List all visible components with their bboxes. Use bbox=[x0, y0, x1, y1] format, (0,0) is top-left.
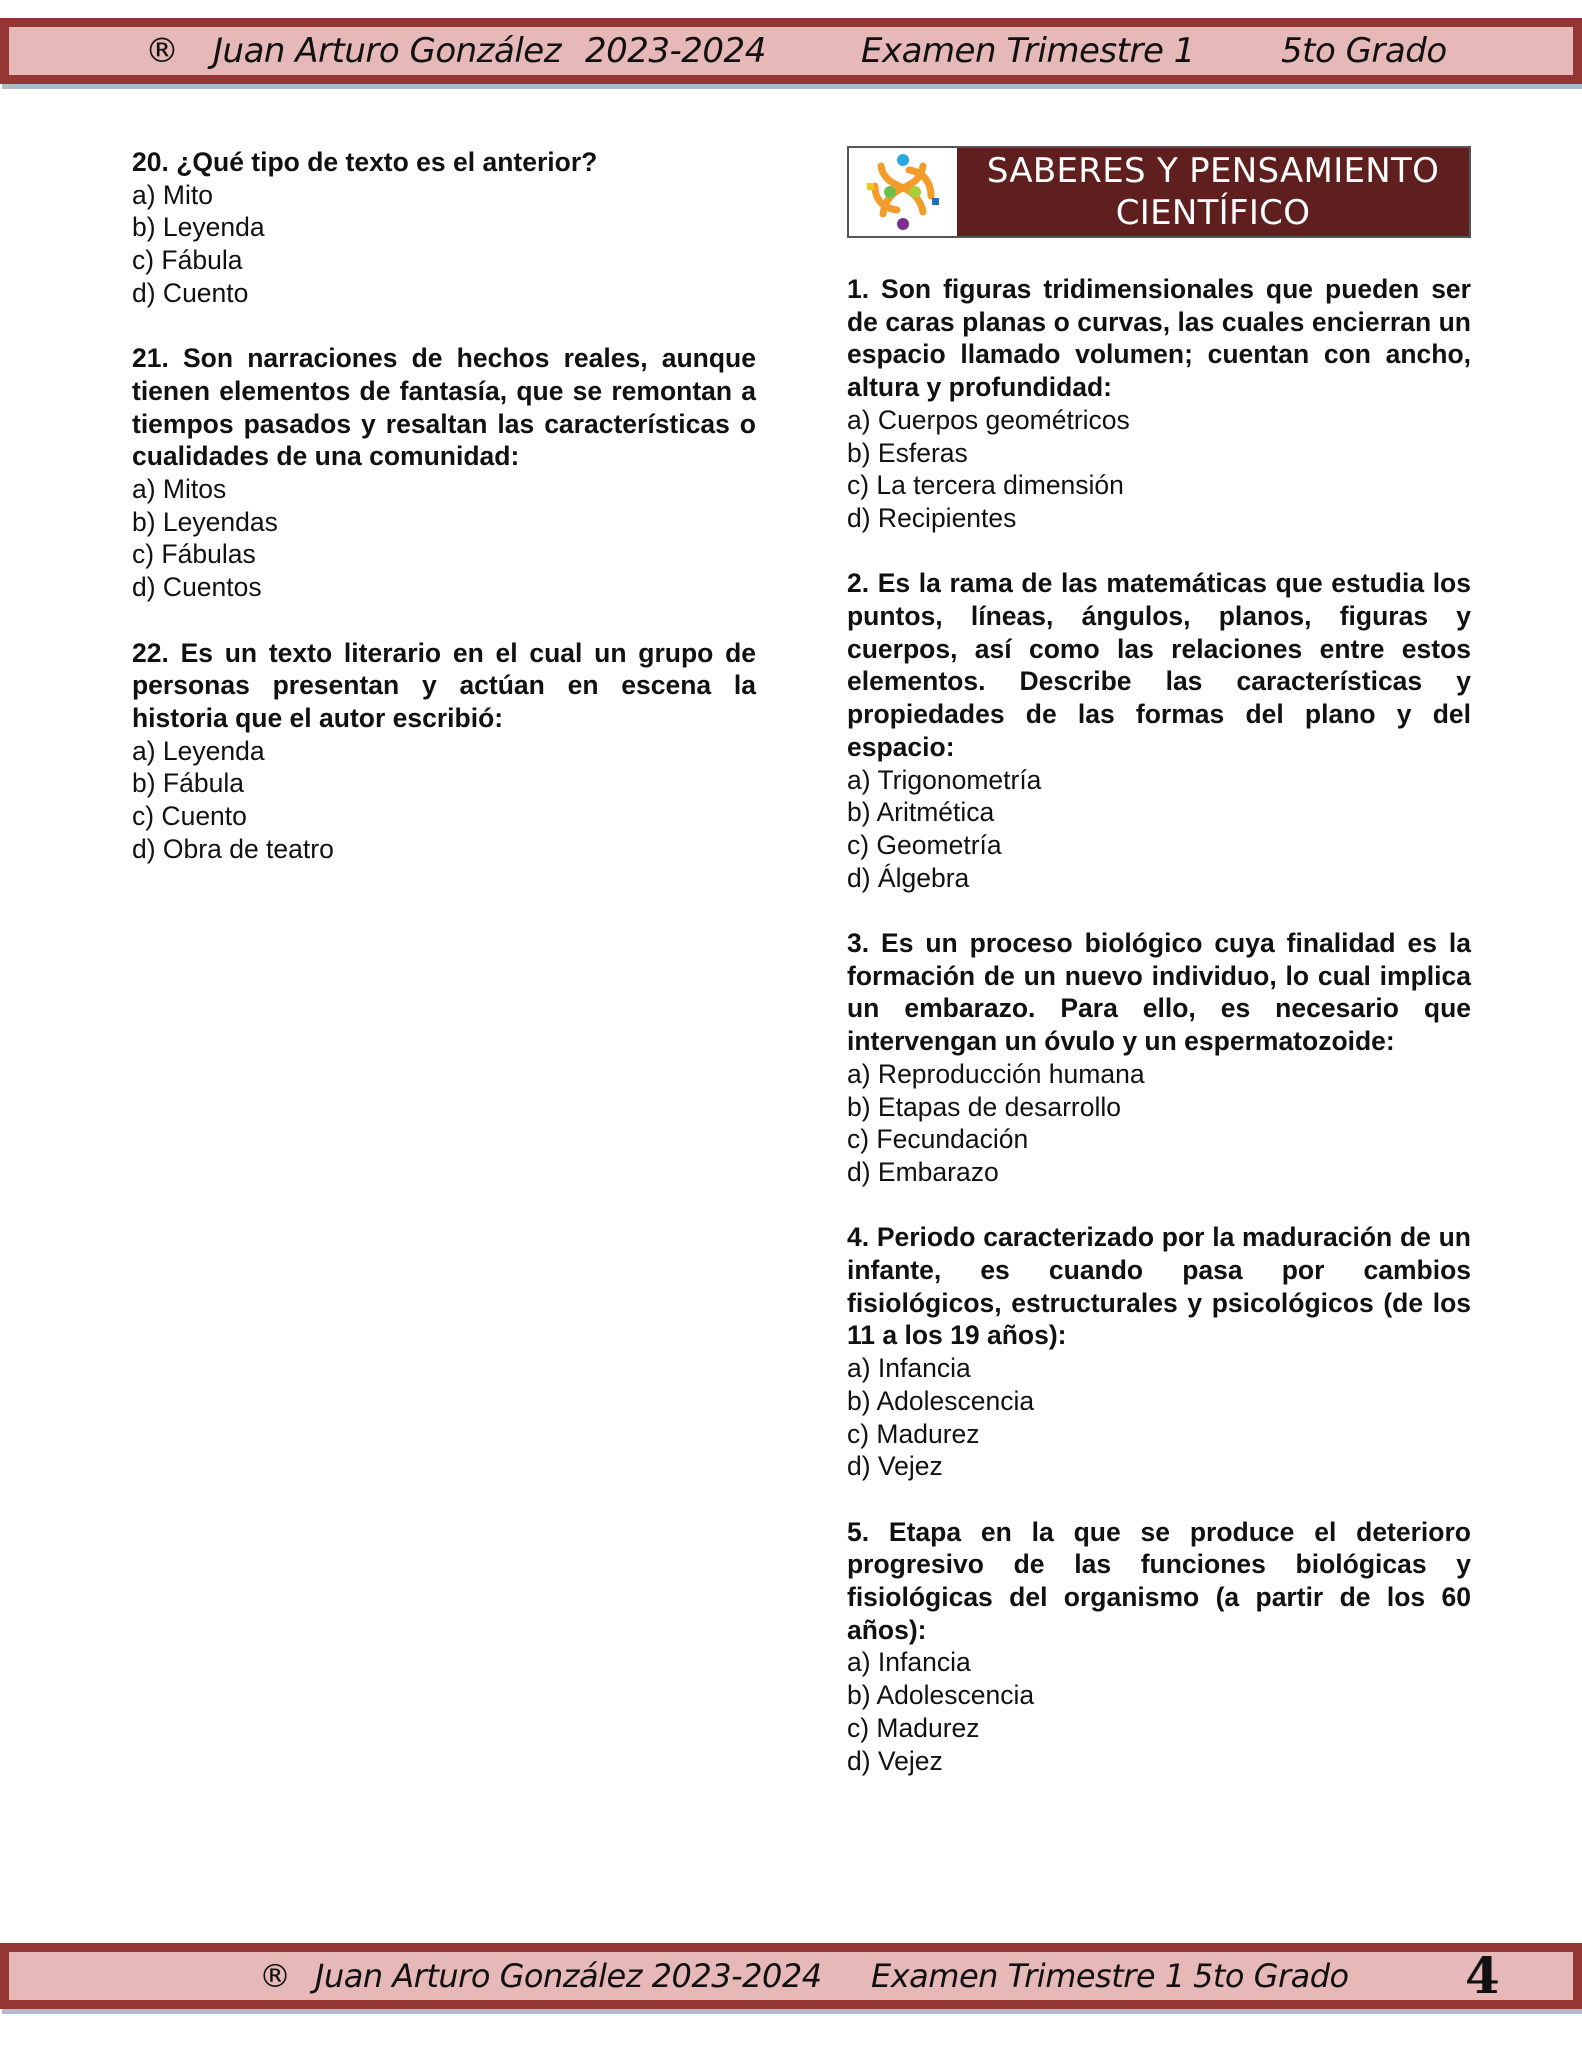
question-4 bbox=[847, 1221, 1471, 1483]
question-text: 1. Son figuras tridimensionales que pueden ser de caras planas o curvas, las cuales encierran un espacio llamado volumen; cuentan con ancho, altura y profundidad: bbox=[847, 274, 1471, 403]
header-exam: Examen Trimestre 1 bbox=[861, 31, 1195, 71]
header-school-year: 2023-2024 bbox=[585, 31, 766, 71]
footer-grade: 5to Grado bbox=[1193, 1957, 1349, 1995]
section-title-line1: SABERES Y PENSAMIENTO bbox=[986, 151, 1440, 191]
option-d: d) Embarazo bbox=[847, 1156, 999, 1187]
option-b: b) Etapas de desarrollo bbox=[847, 1091, 1121, 1122]
option-c: c) Fábula bbox=[132, 245, 243, 276]
option-b: b) Adolescencia bbox=[847, 1680, 1035, 1711]
copyright-icon: ® bbox=[145, 31, 179, 71]
question-text: 22. Es un texto literario en el cual un grupo de personas presentan y actúan en escena la historia que el autor escribió: bbox=[132, 637, 756, 733]
header-grade: 5to Grado bbox=[1281, 31, 1447, 71]
header-author: Juan Arturo González bbox=[213, 31, 562, 71]
option-c: c) Cuento bbox=[132, 801, 247, 832]
option-a: a) Infancia bbox=[847, 1647, 971, 1678]
option-c: c) Madurez bbox=[847, 1712, 980, 1743]
page-footer bbox=[0, 1943, 1582, 2009]
option-c: c) La tercera dimensión bbox=[847, 470, 1124, 501]
option-d: d) Cuento bbox=[132, 277, 249, 308]
option-a: a) Reproducción humana bbox=[847, 1058, 1145, 1089]
question-text: 4. Periodo caracterizado por la maduración de un infante, es cuando pasa por cambios fisiológicos, estructurales y psicológicos (de los 11 a los 19 años): bbox=[847, 1222, 1471, 1351]
question-text: 21. Son narraciones de hechos reales, aunque tienen elementos de fantasía, que se remontan a tiempos pasados y resaltan las características o cualidades de una comunidad: bbox=[132, 343, 756, 472]
question-22 bbox=[132, 637, 756, 866]
section-title bbox=[957, 148, 1469, 236]
option-c: c) Fábulas bbox=[132, 539, 256, 570]
page-header bbox=[0, 18, 1582, 84]
option-b: b) Fábula bbox=[132, 768, 244, 799]
question-text: 2. Es la rama de las matemáticas que estudia los puntos, líneas, ángulos, planos, figuras y cuerpos, así como las relaciones entre estos elementos. Describe las características y propiedades de las formas del plano y del espacio: bbox=[847, 568, 1471, 762]
option-d: d) Vejez bbox=[847, 1745, 943, 1776]
question-text: 20. ¿Qué tipo de texto es el anterior? bbox=[132, 147, 598, 177]
option-a: a) Mito bbox=[132, 179, 213, 210]
option-b: b) Adolescencia bbox=[847, 1385, 1035, 1416]
question-5 bbox=[847, 1516, 1471, 1778]
option-d: d) Obra de teatro bbox=[132, 833, 334, 864]
community-people-logo-icon bbox=[849, 148, 957, 236]
page-number: 4 bbox=[1465, 1946, 1500, 2005]
question-21 bbox=[132, 342, 756, 604]
option-a: a) Infancia bbox=[847, 1353, 971, 1384]
option-c: c) Geometría bbox=[847, 829, 1002, 860]
footer-author-year: Juan Arturo González 2023-2024 bbox=[315, 1957, 822, 1995]
question-text: 5. Etapa en la que se produce el deterioro progresivo de las funciones biológicas y fisiológicas del organismo (a partir de los 60 años): bbox=[847, 1516, 1471, 1645]
footer-exam: Examen Trimestre 1 bbox=[871, 1957, 1185, 1995]
option-b: b) Aritmética bbox=[847, 797, 995, 828]
option-d: d) Cuentos bbox=[132, 572, 262, 603]
option-c: c) Madurez bbox=[847, 1418, 980, 1449]
question-2 bbox=[847, 567, 1471, 894]
right-column bbox=[847, 146, 1471, 1810]
question-1 bbox=[847, 273, 1471, 535]
option-b: b) Esferas bbox=[847, 437, 968, 468]
option-d: d) Recipientes bbox=[847, 502, 1017, 533]
option-a: a) Leyenda bbox=[132, 735, 265, 766]
option-a: a) Trigonometría bbox=[847, 764, 1042, 795]
option-b: b) Leyendas bbox=[132, 506, 278, 537]
question-3 bbox=[847, 927, 1471, 1189]
option-b: b) Leyenda bbox=[132, 212, 265, 243]
option-a: a) Mitos bbox=[132, 474, 227, 505]
question-text: 3. Es un proceso biológico cuya finalidad es la formación de un nuevo individuo, lo cual implica un embarazo. Para ello, es necesario que intervengan un óvulo y un espermatozoide: bbox=[847, 928, 1471, 1057]
section-title-line2: CIENTÍFICO bbox=[1115, 193, 1311, 233]
option-c: c) Fecundación bbox=[847, 1124, 1029, 1155]
question-20 bbox=[132, 146, 756, 310]
copyright-icon: ® bbox=[259, 1957, 291, 1995]
left-column bbox=[132, 146, 756, 898]
section-banner bbox=[847, 146, 1471, 238]
option-d: d) Álgebra bbox=[847, 862, 970, 893]
option-d: d) Vejez bbox=[847, 1451, 943, 1482]
option-a: a) Cuerpos geométricos bbox=[847, 404, 1130, 435]
